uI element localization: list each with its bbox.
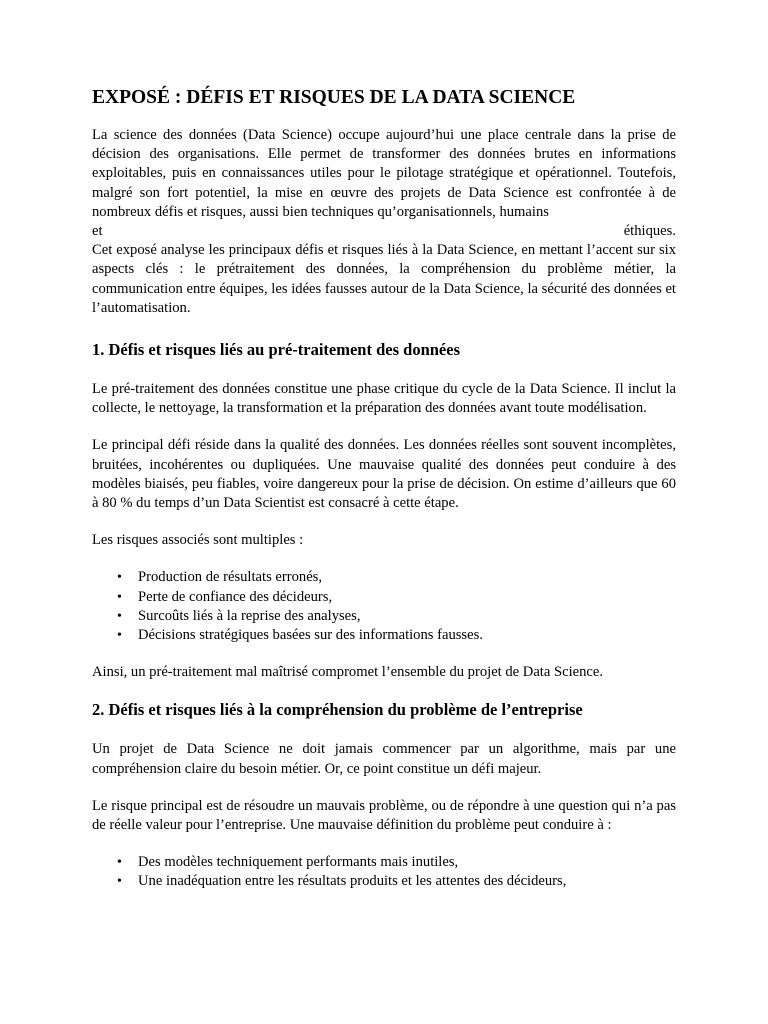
list-item: • Décisions stratégiques basées sur des informations fausses. (138, 626, 676, 645)
intro-last-word-left: et (92, 223, 103, 240)
intro-paragraph-1 (92, 126, 676, 222)
section-1-paragraph-2: Le principal défi réside dans la qualité des données. Les données réelles sont souvent incomplètes, bruitées, incohérentes ou dupliquées. Une mauvaise qualité des données peut conduire à des modèles biaisés, peu fiables, voire dangereux pour la prise de décision. On estime d’ailleurs que 60 à 80 % du temps d’un Data Scientist est consacré à cette étape. (92, 437, 676, 512)
section-1-risk-list (92, 568, 676, 645)
section-2-heading: 2. Défis et risques liés à la compréhension du problème de l’entreprise (92, 700, 583, 720)
list-item: • Des modèles techniquement performants mais inutiles, (138, 853, 676, 872)
section-1-paragraph-4: Ainsi, un pré-traitement mal maîtrisé compromet l’ensemble du projet de Data Science. (92, 664, 604, 681)
document-title: EXPOSÉ : DÉFIS ET RISQUES DE LA DATA SCIENCE (92, 87, 576, 108)
intro-paragraph-1-last-line (92, 222, 676, 241)
section-2-paragraph-1: Un projet de Data Science ne doit jamais commencer par un algorithme, mais par une compréhension claire du besoin métier. Or, ce point constitue un défi majeur. (92, 741, 676, 777)
section-1-paragraph-3: Les risques associés sont multiples : (92, 532, 304, 549)
list-item: • Une inadéquation entre les résultats produits et les attentes des décideurs, (138, 872, 676, 891)
section-1-paragraph-1: Le pré-traitement des données constitue une phase critique du cycle de la Data Science. Il inclut la collecte, le nettoyage, la transformation et la préparation des données avant toute modélisation. (92, 381, 676, 417)
intro-paragraph-2: Cet exposé analyse les principaux défis et risques liés à la Data Science, en mettant l’accent sur six aspects clés : le prétraitement des données, la compréhension du problème métier, la communication entre équipes, les idées fausses autour de la Data Science, la sécurité des données et l’automatisation. (92, 242, 676, 316)
section-1-heading: 1. Défis et risques liés au pré-traitement des données (92, 340, 460, 360)
list-item: • Surcoûts liés à la reprise des analyses, (138, 607, 676, 626)
list-item: • Perte de confiance des décideurs, (138, 588, 676, 607)
section-2-consequence-list (92, 853, 676, 891)
list-item: • Production de résultats erronés, (138, 568, 676, 587)
section-2-paragraph-2: Le risque principal est de résoudre un mauvais problème, ou de répondre à une question qui n’a pas de réelle valeur pour l’entreprise. Une mauvaise définition du problème peut conduire à : (92, 797, 676, 834)
intro-paragraph-1-text: La science des données (Data Science) occupe aujourd’hui une place centrale dans la prise de décision des organisations. Elle permet de transformer des données brutes en informations exploitables, puis en connaissances utiles pour le pilotage stratégique et opérationnel. Toutefois, malgré son fort potentiel, la mise en œuvre des projets de Data Science est confrontée à de nombreux défis et risques, aussi bien techniques qu’organisationnels, humains (92, 127, 676, 220)
document-page (92, 84, 676, 892)
intro-last-word-right: éthiques. (623, 223, 676, 240)
